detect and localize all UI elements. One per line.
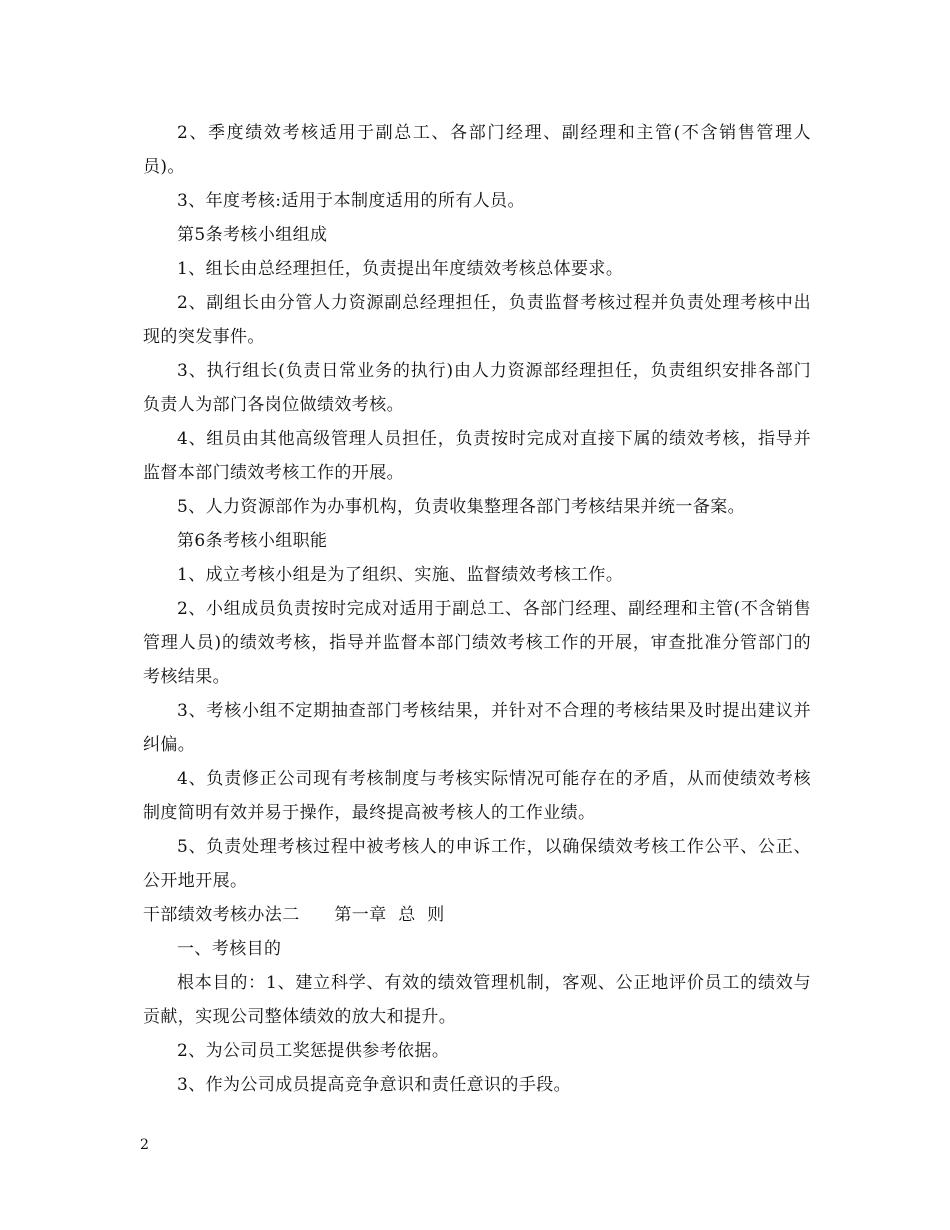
- paragraph: 2、季度绩效考核适用于副总工、各部门经理、副经理和主管(不含销售管理人员)。: [143, 123, 811, 177]
- paragraph: 3、年度考核:适用于本制度适用的所有人员。: [177, 191, 525, 211]
- paragraph: 3、执行组长(负责日常业务的执行)由人力资源部经理担任，负责组织安排各部门负责人为部门各岗位做绩效考核。: [143, 361, 811, 415]
- paragraph: 1、成立考核小组是为了组织、实施、监督绩效考核工作。: [177, 565, 624, 585]
- paragraph: 3、考核小组不定期抽查部门考核结果，并针对不合理的考核结果及时提出建议并纠偏。: [143, 701, 811, 755]
- chapter-heading: 干部绩效考核办法二 第一章 总 则: [143, 905, 445, 925]
- paragraph: 3、作为公司成员提高竞争意识和责任意识的手段。: [177, 1075, 572, 1095]
- paragraph: 根本目的：1、建立科学、有效的绩效管理机制，客观、公正地评价员工的绩效与贡献，实现公司整体绩效的放大和提升。: [143, 973, 811, 1027]
- subsection-heading: 一、考核目的: [177, 939, 282, 959]
- paragraph: 2、副组长由分管人力资源副总经理担任，负责监督考核过程并负责处理考核中出现的突发事件。: [143, 293, 811, 347]
- paragraph: 4、负责修正公司现有考核制度与考核实际情况可能存在的矛盾，从而使绩效考核制度简明有效并易于操作，最终提高被考核人的工作业绩。: [143, 769, 811, 823]
- section-heading-article-5: 第5条考核小组组成: [177, 225, 328, 245]
- section-heading-article-6: 第6条考核小组职能: [177, 531, 328, 551]
- paragraph: 2、小组成员负责按时完成对适用于副总工、各部门经理、副经理和主管(不含销售管理人员)的绩效考核，指导并监督本部门绩效考核工作的开展，审查批准分管部门的考核结果。: [143, 599, 811, 687]
- paragraph: 5、人力资源部作为办事机构，负责收集整理各部门考核结果并统一备案。: [177, 497, 746, 517]
- paragraph: 2、为公司员工奖惩提供参考依据。: [177, 1041, 450, 1061]
- page-number: 2: [140, 1137, 149, 1153]
- document-body: [143, 116, 811, 1102]
- paragraph: 1、组长由总经理担任，负责提出年度绩效考核总体要求。: [177, 259, 624, 279]
- paragraph: 5、负责处理考核过程中被考核人的申诉工作，以确保绩效考核工作公平、公正、公开地开展。: [143, 837, 811, 891]
- paragraph: 4、组员由其他高级管理人员担任，负责按时完成对直接下属的绩效考核，指导并监督本部门绩效考核工作的开展。: [143, 429, 811, 483]
